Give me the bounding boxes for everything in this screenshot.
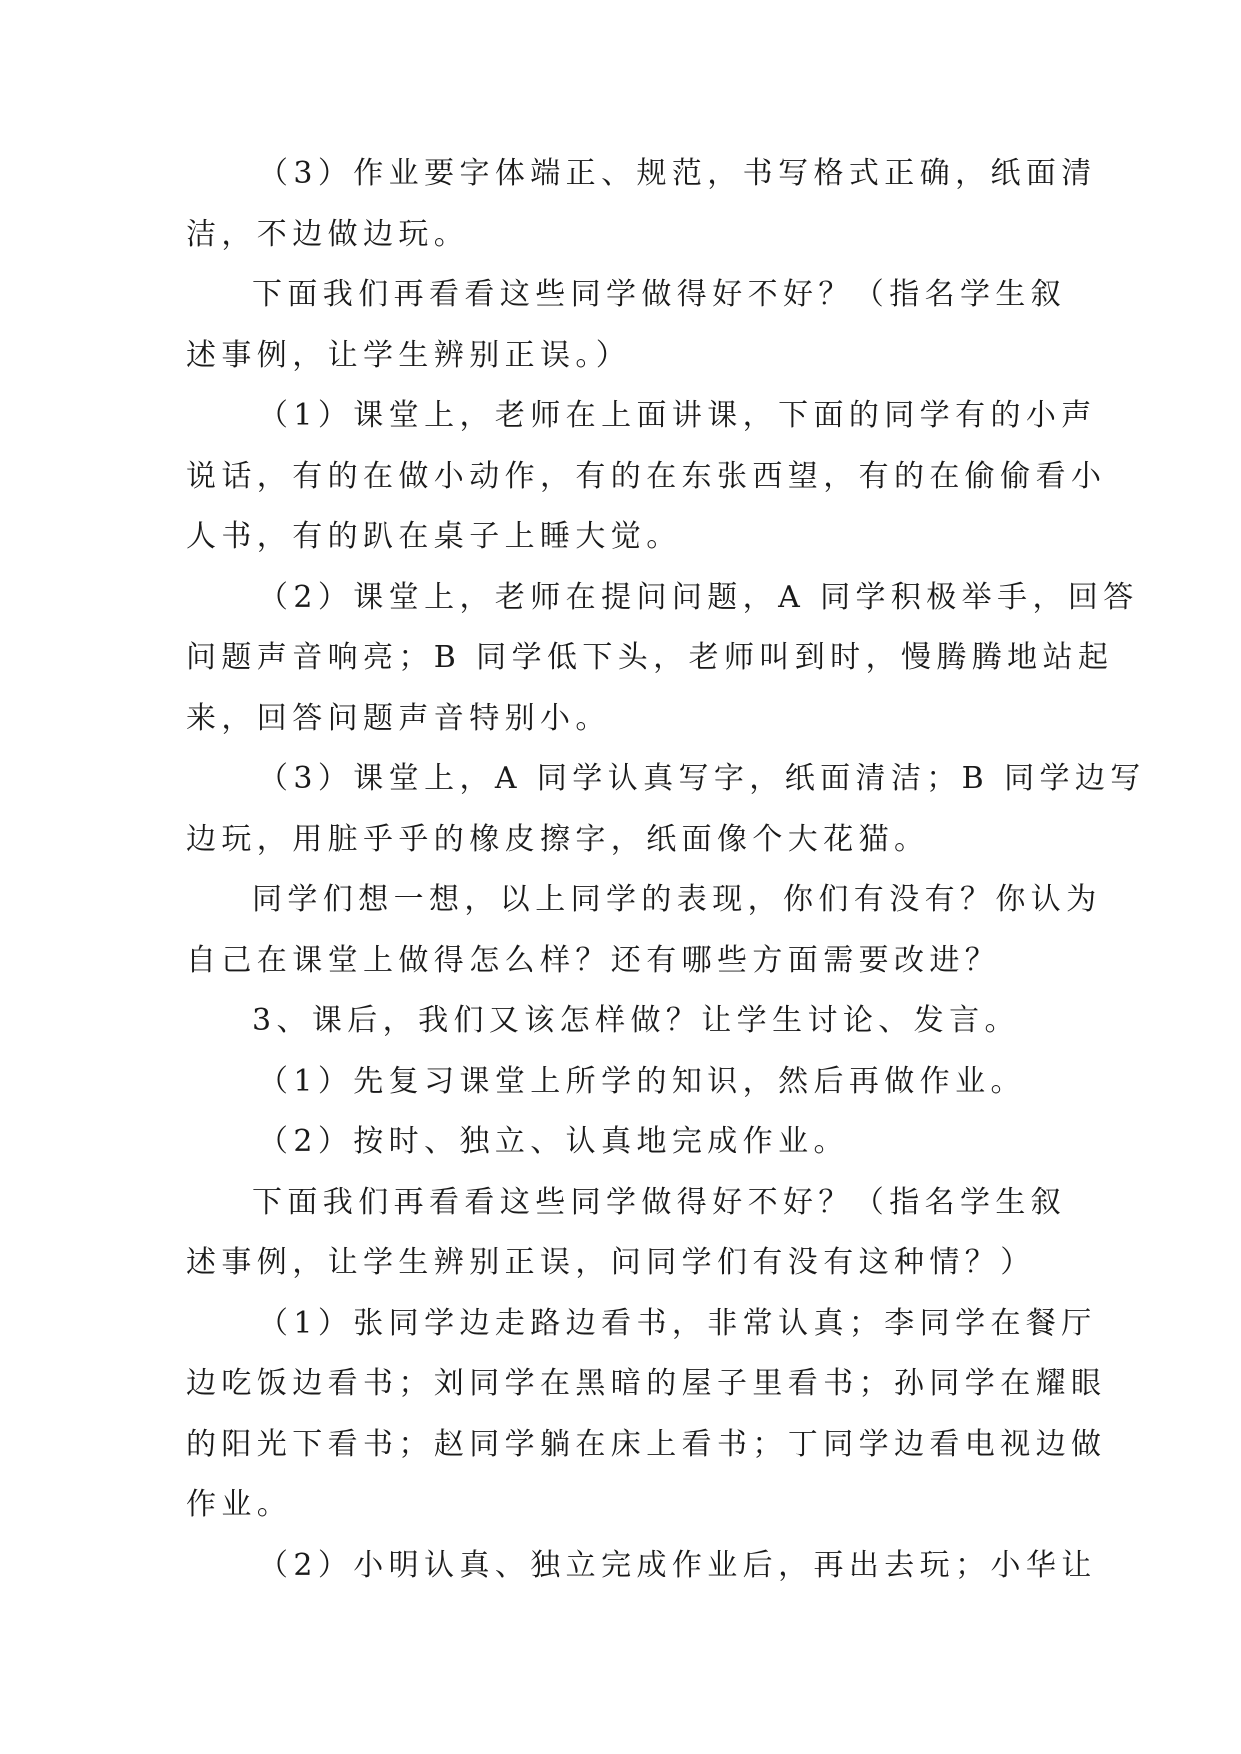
text-line: 边玩，用脏乎乎的橡皮擦字，纸面像个大花猫。	[186, 821, 930, 857]
text-line: 同学们想一想，以上同学的表现，你们有没有？你认为	[252, 882, 1102, 917]
text-line: 来，回答问题声音特别小。	[186, 700, 611, 736]
text-line: （1）课堂上，老师在上面讲课，下面的同学有的小声	[258, 398, 1097, 433]
text-line: 述事例，让学生辨别正误。）	[186, 337, 632, 373]
text-line: 自己在课堂上做得怎么样？还有哪些方面需要改进？	[186, 942, 1001, 978]
text-line: 问题声音响亮；B 同学低下头，老师叫到时，慢腾腾地站起	[186, 640, 1114, 675]
text-line: 作业。	[186, 1487, 293, 1522]
text-line: 述事例，让学生辨别正误，问同学们有没有这种情？）	[186, 1245, 1036, 1280]
text-line: （2）小明认真、独立完成作业后，再出去玩；小华让	[258, 1547, 1097, 1583]
text-line: （2）按时、独立、认真地完成作业。	[258, 1124, 849, 1159]
text-line: （3）课堂上，A 同学认真写字，纸面清洁；B 同学边写	[258, 761, 1146, 796]
text-line: （1）先复习课堂上所学的知识，然后再做作业。	[258, 1063, 1026, 1099]
text-line: 说话，有的在做小动作，有的在东张西望，有的在偷偷看小	[186, 458, 1107, 494]
text-line: 下面我们再看看这些同学做得好不好？（指名学生叙	[252, 277, 1067, 312]
document-body	[186, 156, 1146, 1609]
text-line: （1）张同学边走路边看书，非常认真；李同学在餐厅	[258, 1305, 1097, 1341]
text-line: 3、课后，我们又该怎样做？让学生讨论、发言。	[252, 1003, 1020, 1038]
text-line: 人书，有的趴在桌子上睡大觉。	[186, 519, 682, 554]
text-line: （2）课堂上，老师在提问问题，A 同学积极举手，回答	[258, 579, 1139, 615]
text-line: （3）作业要字体端正、规范，书写格式正确，纸面清	[258, 156, 1097, 191]
text-line: 的阳光下看书；赵同学躺在床上看书；丁同学边看电视边做	[186, 1426, 1107, 1462]
text-line: 洁，不边做边玩。	[186, 216, 470, 252]
text-line: 边吃饭边看书；刘同学在黑暗的屋子里看书；孙同学在耀眼	[186, 1366, 1107, 1401]
text-line: 下面我们再看看这些同学做得好不好？（指名学生叙	[252, 1184, 1067, 1220]
